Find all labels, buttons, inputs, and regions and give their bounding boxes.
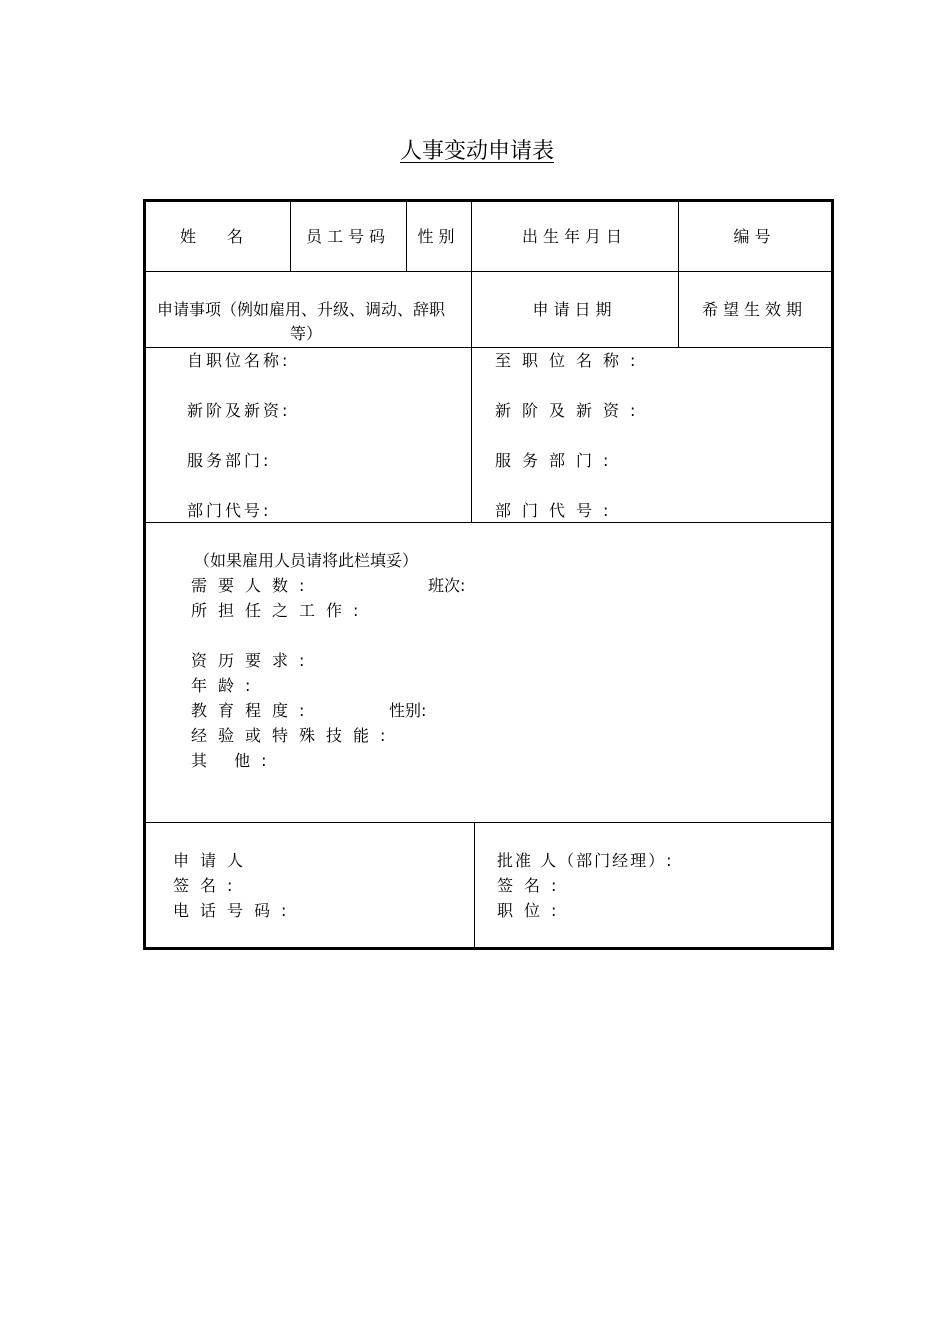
applicant-label: 申请人 — [173, 851, 255, 870]
birth-date-header: 出生年月日 — [521, 227, 627, 246]
col-divider — [678, 202, 679, 347]
apply-date-header: 申请日期 — [532, 300, 617, 319]
applicant-signature-label: 签名: — [173, 876, 244, 895]
approver-position-label: 职位: — [497, 901, 568, 920]
from-dept-code-label: 部门代号: — [187, 501, 272, 520]
row-divider — [146, 522, 831, 523]
request-item-label-cont: 等） — [290, 324, 323, 343]
from-position-name-label: 自职位名称: — [187, 351, 291, 370]
applicant-phone-label: 电话号码: — [173, 901, 298, 920]
form-title: 人事变动申请表 — [399, 139, 554, 164]
row-divider — [146, 271, 831, 272]
other-label: 其 他: — [191, 751, 278, 770]
personnel-change-form — [143, 199, 834, 950]
from-grade-salary-label: 新阶及新资: — [187, 401, 291, 420]
experience-label: 经验或特殊技能: — [191, 726, 397, 745]
hiring-note: （如果雇用人员请将此栏填妥） — [194, 551, 419, 570]
duty-label: 所担任之工作: — [191, 601, 370, 620]
row-divider — [146, 822, 831, 823]
approver-signature-label: 签名: — [497, 876, 568, 895]
headcount-label: 需要人数: — [191, 576, 316, 595]
to-position-name-label: 至职位名称: — [495, 351, 647, 370]
name-header: 姓 名 — [179, 227, 257, 246]
hiring-gender-label: 性别: — [389, 701, 427, 720]
to-dept-code-label: 部门代号: — [495, 501, 620, 520]
col-divider — [474, 822, 475, 948]
approver-label: 批准 人（部门经理）: — [497, 851, 674, 870]
from-department-label: 服务部门: — [187, 451, 272, 470]
education-label: 教育程度: — [191, 701, 316, 720]
serial-no-header: 编号 — [733, 227, 776, 246]
effective-date-header: 希望生效期 — [701, 300, 807, 319]
employee-no-header: 员工号码 — [305, 227, 390, 246]
to-grade-salary-label: 新阶及新资: — [495, 401, 647, 420]
request-item-label: 申请事项（例如雇用、升级、调动、辞职 — [157, 300, 446, 319]
row-divider — [146, 347, 831, 348]
qualification-label: 资历要求: — [191, 651, 316, 670]
to-department-label: 服务部门: — [495, 451, 620, 470]
age-label: 年龄: — [191, 676, 262, 695]
gender-header: 性别 — [417, 227, 460, 246]
col-divider — [471, 202, 472, 522]
shift-label: 班次: — [428, 576, 466, 595]
